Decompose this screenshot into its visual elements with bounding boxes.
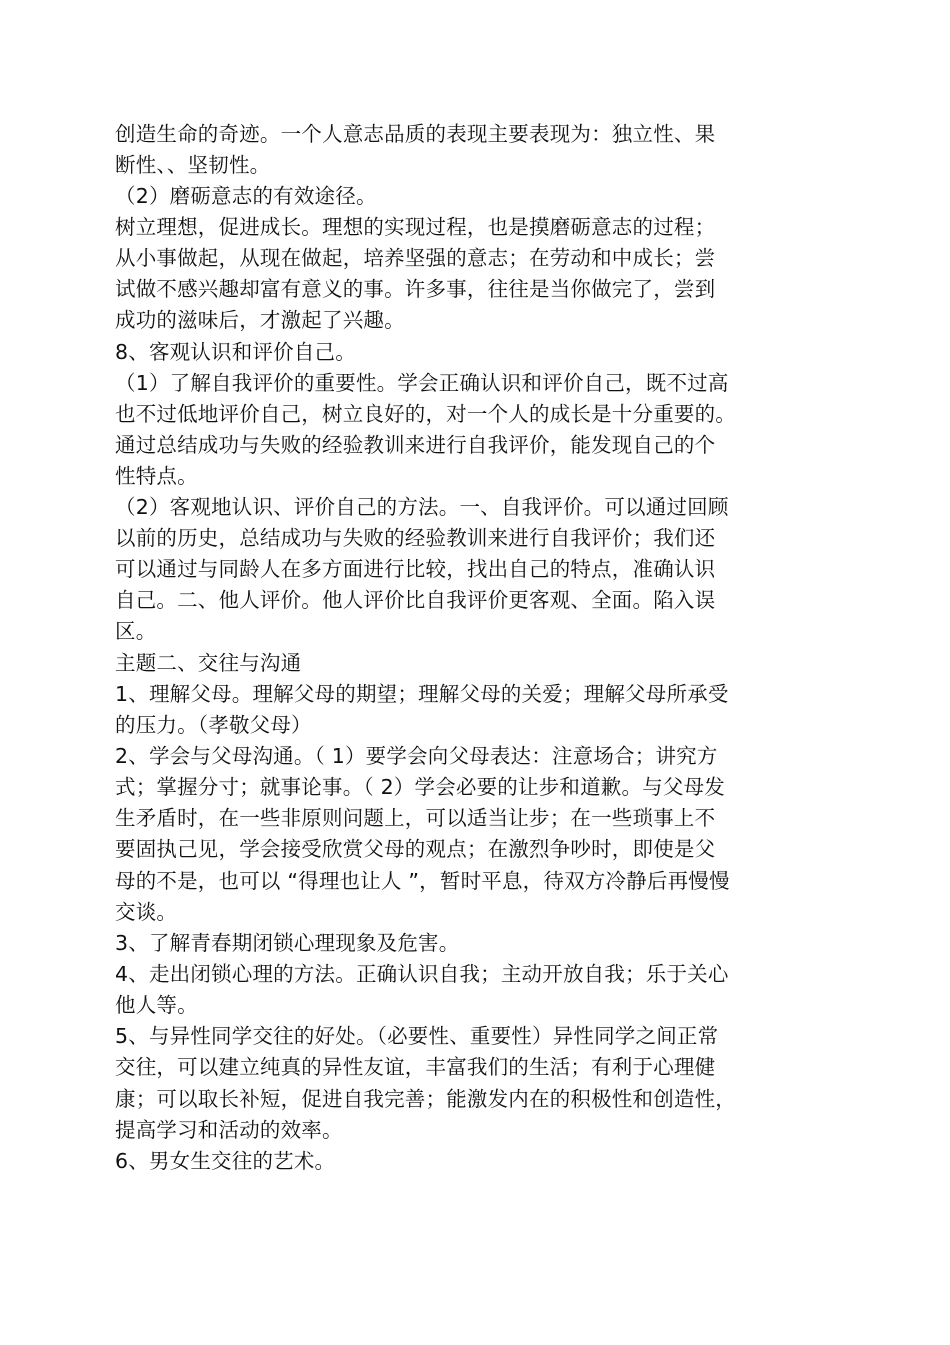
text-line: 提高学习和活动的效率。 bbox=[115, 1118, 343, 1142]
text-line: 树立理想，促进成长。理想的实现过程，也是摸磨砺意志的过程； bbox=[115, 215, 716, 239]
text-line: 要固执己见，学会接受欣赏父母的观点；在激烈争吵时，即使是父 bbox=[115, 837, 716, 861]
text-line: 创造生命的奇迹。一个人意志品质的表现主要表现为：独立性、果 bbox=[115, 122, 716, 146]
text-line: 6、男女生交往的艺术。 bbox=[115, 1149, 336, 1173]
text-line: （2）磨砺意志的有效途径。 bbox=[115, 184, 377, 208]
text-line: 3、了解青春期闭锁心理现象及危害。 bbox=[115, 931, 460, 955]
text-line: 4、走出闭锁心理的方法。正确认识自我；主动开放自我；乐于关心 bbox=[115, 962, 729, 986]
text-line: 也不过低地评价自己，树立良好的，对一个人的成长是十分重要的。 bbox=[115, 402, 736, 426]
text-line: 交谈。 bbox=[115, 900, 178, 924]
text-line: 可以通过与同龄人在多方面进行比较，找出自己的特点，准确认识 bbox=[115, 557, 716, 581]
text-line: 从小事做起，从现在做起，培养坚强的意志；在劳动和中成长；尝 bbox=[115, 246, 716, 270]
text-line: 断性、、坚韧性。 bbox=[115, 153, 271, 177]
text-line: 5、与异性同学交往的好处。（必要性、重要性）异性同学之间正常 bbox=[115, 1024, 719, 1048]
text-line: 1、理解父母。理解父母的期望；理解父母的关爱；理解父母所承受 bbox=[115, 682, 729, 706]
text-line: 母的不是，也可以 “得理也让人 ”，暂时平息，待双方冷静后再慢慢 bbox=[115, 869, 730, 893]
text-line: 试做不感兴趣却富有意义的事。许多事，往往是当你做完了，尝到 bbox=[115, 277, 716, 301]
text-line: 区。 bbox=[115, 619, 157, 643]
text-line: 他人等。 bbox=[115, 993, 198, 1017]
text-line: 交往，可以建立纯真的异性友谊，丰富我们的生活；有利于心理健 bbox=[115, 1055, 716, 1079]
text-line: 性特点。 bbox=[115, 464, 198, 488]
text-line: 通过总结成功与失败的经验教训来进行自我评价，能发现自己的个 bbox=[115, 433, 716, 457]
text-line: 生矛盾时，在一些非原则问题上，可以适当让步；在一些琐事上不 bbox=[115, 806, 716, 830]
text-line: （1）了解自我评价的重要性。学会正确认识和评价自己，既不过高 bbox=[115, 371, 729, 395]
text-line: 康；可以取长补短，促进自我完善；能激发内在的积极性和创造性， bbox=[115, 1087, 736, 1111]
text-line: 成功的滋味后，才激起了兴趣。 bbox=[115, 308, 405, 332]
text-line: 自己。二、他人评价。他人评价比自我评价更客观、全面。陷入误 bbox=[115, 588, 716, 612]
text-line: 式；掌握分寸；就事论事。（ 2）学会必要的让步和道歉。与父母发 bbox=[115, 775, 726, 799]
text-line: 2、学会与父母沟通。（ 1）要学会向父母表达：注意场合；讲究方 bbox=[115, 744, 718, 768]
text-line: 的压力。（孝敬父母） bbox=[115, 713, 312, 737]
topic-heading: 主题二、交往与沟通 bbox=[115, 651, 302, 675]
text-line: 以前的历史，总结成功与失败的经验教训来进行自我评价；我们还 bbox=[115, 526, 716, 550]
text-line: （2）客观地认识、评价自己的方法。一、自我评价。可以通过回顾 bbox=[115, 495, 729, 519]
section-heading: 8、客观认识和评价自己。 bbox=[115, 340, 356, 364]
